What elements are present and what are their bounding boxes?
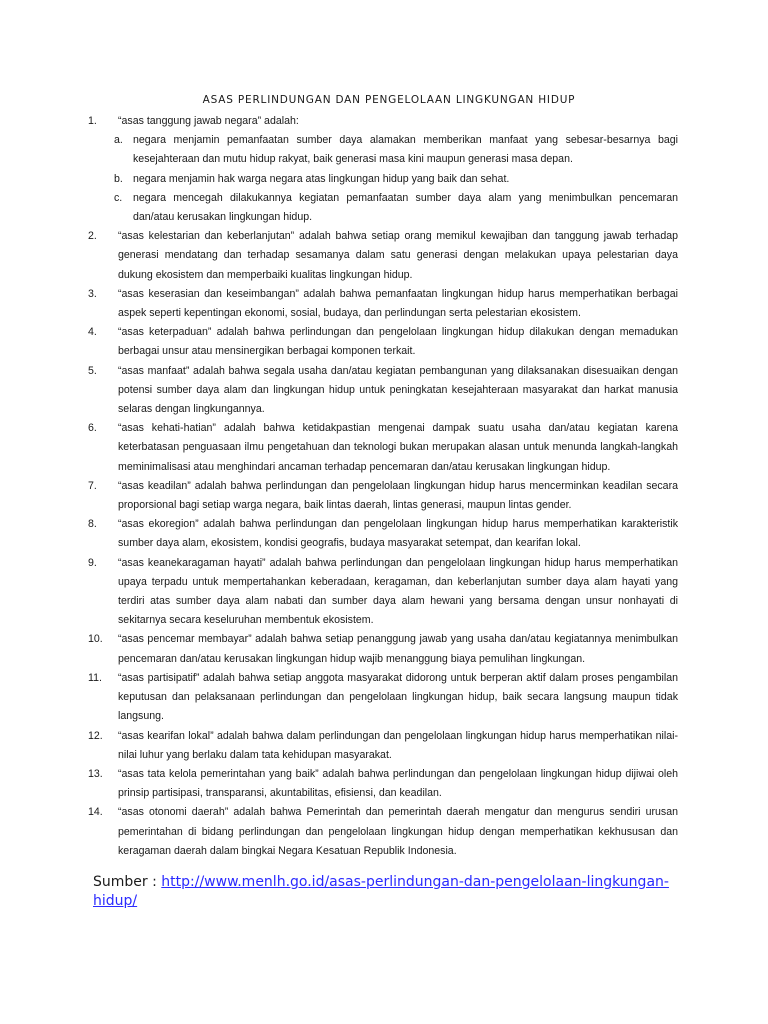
principles-list <box>88 112 678 861</box>
item-number: 10. <box>88 633 103 646</box>
sub-item-letter: a. <box>114 134 123 147</box>
item-text: “asas kelestarian dan keberlanjutan” adalah bahwa setiap orang memikul kewajiban dan tanggung jawab terhadap generasi mendatang dan terhadap sesamanya dalam satu generasi dengan melakukan upaya pelestarian daya dukung ekosistem dan memperbaiki kualitas lingkungan hidup. <box>118 230 678 281</box>
item-text: “asas pencemar membayar” adalah bahwa setiap penanggung jawab yang usaha dan/atau kegiatannya menimbulkan pencemaran dan/atau kerusakan lingkungan hidup wajib menanggung biaya pemulihan lingkungan. <box>118 633 678 665</box>
list-item <box>88 112 678 131</box>
item-number: 3. <box>88 287 97 300</box>
item-text: “asas keserasian dan keseimbangan” adalah bahwa pemanfaatan lingkungan hidup harus memperhatikan berbagai aspek seperti kepentingan ekonomi, sosial, budaya, dan perlindungan serta pelestarian ekosistem. <box>118 287 678 320</box>
item-text: “asas ekoregion” adalah bahwa perlindungan dan pengelolaan lingkungan hidup harus memperhatikan karakteristik sumber daya alam, ekosistem, kondisi geografis, budaya masyarakat setempat, dan kearifan lokal. <box>118 518 678 550</box>
source-line <box>88 873 678 911</box>
list-item <box>88 554 678 631</box>
item-number: 2. <box>88 230 97 243</box>
list-item <box>88 630 678 668</box>
item-text: “asas kearifan lokal” adalah bahwa dalam perlindungan dan pengelolaan lingkungan hidup harus memperhatikan nilai-nilai luhur yang berlaku dalam tata kehidupan masyarakat. <box>118 729 678 761</box>
sub-item <box>88 170 678 189</box>
sub-item-text: negara menjamin pemanfaatan sumber daya alamakan memberikan manfaat yang sebesar-besarnya bagi kesejahteraan dan mutu hidup rakyat, baik generasi masa kini maupun generasi masa depan. <box>133 134 678 166</box>
item-text: “asas otonomi daerah” adalah bahwa Pemerintah dan pemerintah daerah mengatur dan mengurus sendiri urusan pemerintahan di bidang perlindungan dan pengelolaan lingkungan hidup dengan memperhatikan kekhususan dan keragaman daerah dalam bingkai Negara Kesatuan Republik Indonesia. <box>118 806 678 857</box>
item-text: “asas kehati-hatian” adalah bahwa ketidakpastian mengenai dampak suatu usaha dan/atau kegiatan karena keterbatasan penguasaan ilmu pengetahuan dan teknologi bukan merupakan alasan untuk menunda langkah-langkah meminimalisasi atau menghindari ancaman terhadap pencemaran dan/atau kerusakan lingkungan hidup. <box>118 422 678 473</box>
item-text: “asas tanggung jawab negara” adalah: <box>118 115 299 127</box>
list-item <box>88 227 678 285</box>
source-label: Sumber : <box>93 873 162 890</box>
item-number: 8. <box>88 518 97 531</box>
list-item <box>88 323 678 361</box>
item-number: 9. <box>88 556 97 569</box>
sub-item-letter: b. <box>114 172 123 185</box>
item-number: 7. <box>88 479 97 492</box>
source-link[interactable]: http://www.menlh.go.id/asas-perlindungan-dan-pengelolaan-lingkungan-hidup/ <box>93 873 669 909</box>
list-item <box>88 362 678 420</box>
list-item <box>88 477 678 515</box>
item-number: 5. <box>88 364 97 377</box>
list-item <box>88 285 678 323</box>
sub-item-text: negara menjamin hak warga negara atas lingkungan hidup yang baik dan sehat. <box>133 172 510 185</box>
item-number: 11. <box>88 671 102 684</box>
list-item <box>88 765 678 803</box>
item-text: “asas keadilan” adalah bahwa perlindungan dan pengelolaan lingkungan hidup harus mencerminkan keadilan secara proporsional bagi setiap warga negara, baik lintas daerah, lintas generasi, maupun lintas gender. <box>118 479 678 512</box>
item-number: 12. <box>88 729 103 742</box>
list-item <box>88 515 678 553</box>
item-text: “asas tata kelola pemerintahan yang baik” adalah bahwa perlindungan dan pengelolaan lingkungan hidup dijiwai oleh prinsip partisipasi, transparansi, akuntabilitas, efisiensi, dan keadilan. <box>118 767 678 800</box>
document-title: ASAS PERLINDUNGAN DAN PENGELOLAAN LINGKUNGAN HIDUP <box>202 94 576 106</box>
item-number: 1. <box>88 115 97 127</box>
item-text: “asas keterpaduan” adalah bahwa perlindungan dan pengelolaan lingkungan hidup dilakukan dengan memadukan berbagai unsur atau mensinergikan berbagai komponen terkait. <box>118 326 678 358</box>
sub-item-text: negara mencegah dilakukannya kegiatan pemanfaatan sumber daya alam yang menimbulkan pencemaran dan/atau kerusakan lingkungan hidup. <box>133 191 678 224</box>
item-number: 6. <box>88 422 97 435</box>
sub-item <box>88 189 678 227</box>
sub-item-letter: c. <box>114 191 123 204</box>
list-item <box>88 669 678 727</box>
item-number: 4. <box>88 326 97 339</box>
item-number: 13. <box>88 767 103 780</box>
item-number: 14. <box>88 806 103 819</box>
sub-item <box>88 131 678 169</box>
list-item <box>88 419 678 477</box>
item-text: “asas partisipatif” adalah bahwa setiap anggota masyarakat didorong untuk berperan aktif dalam proses pengambilan keputusan dan pelaksanaan perlindungan dan pengelolaan lingkungan hidup, baik secara langsung maupun tidak langsung. <box>118 671 678 723</box>
list-item <box>88 803 678 861</box>
item-text: “asas keanekaragaman hayati” adalah bahwa perlindungan dan pengelolaan lingkungan hidup harus memperhatikan upaya terpadu untuk mempertahankan keberadaan, keragaman, dan keberlanjutan sumber daya alam hayati yang terdiri atas sumber daya alam nabati dan sumber daya alam hewani yang bersama dengan unsur nonhayati di sekitarnya secara keseluruhan membentuk ekosistem. <box>118 556 678 627</box>
list-item <box>88 727 678 765</box>
item-text: “asas manfaat” adalah bahwa segala usaha dan/atau kegiatan pembangunan yang dilaksanakan disesuaikan dengan potensi sumber daya alam dan lingkungan hidup untuk peningkatan kesejahteraan masyarakat dan harkat manusia selaras dengan lingkungannya. <box>118 364 678 416</box>
